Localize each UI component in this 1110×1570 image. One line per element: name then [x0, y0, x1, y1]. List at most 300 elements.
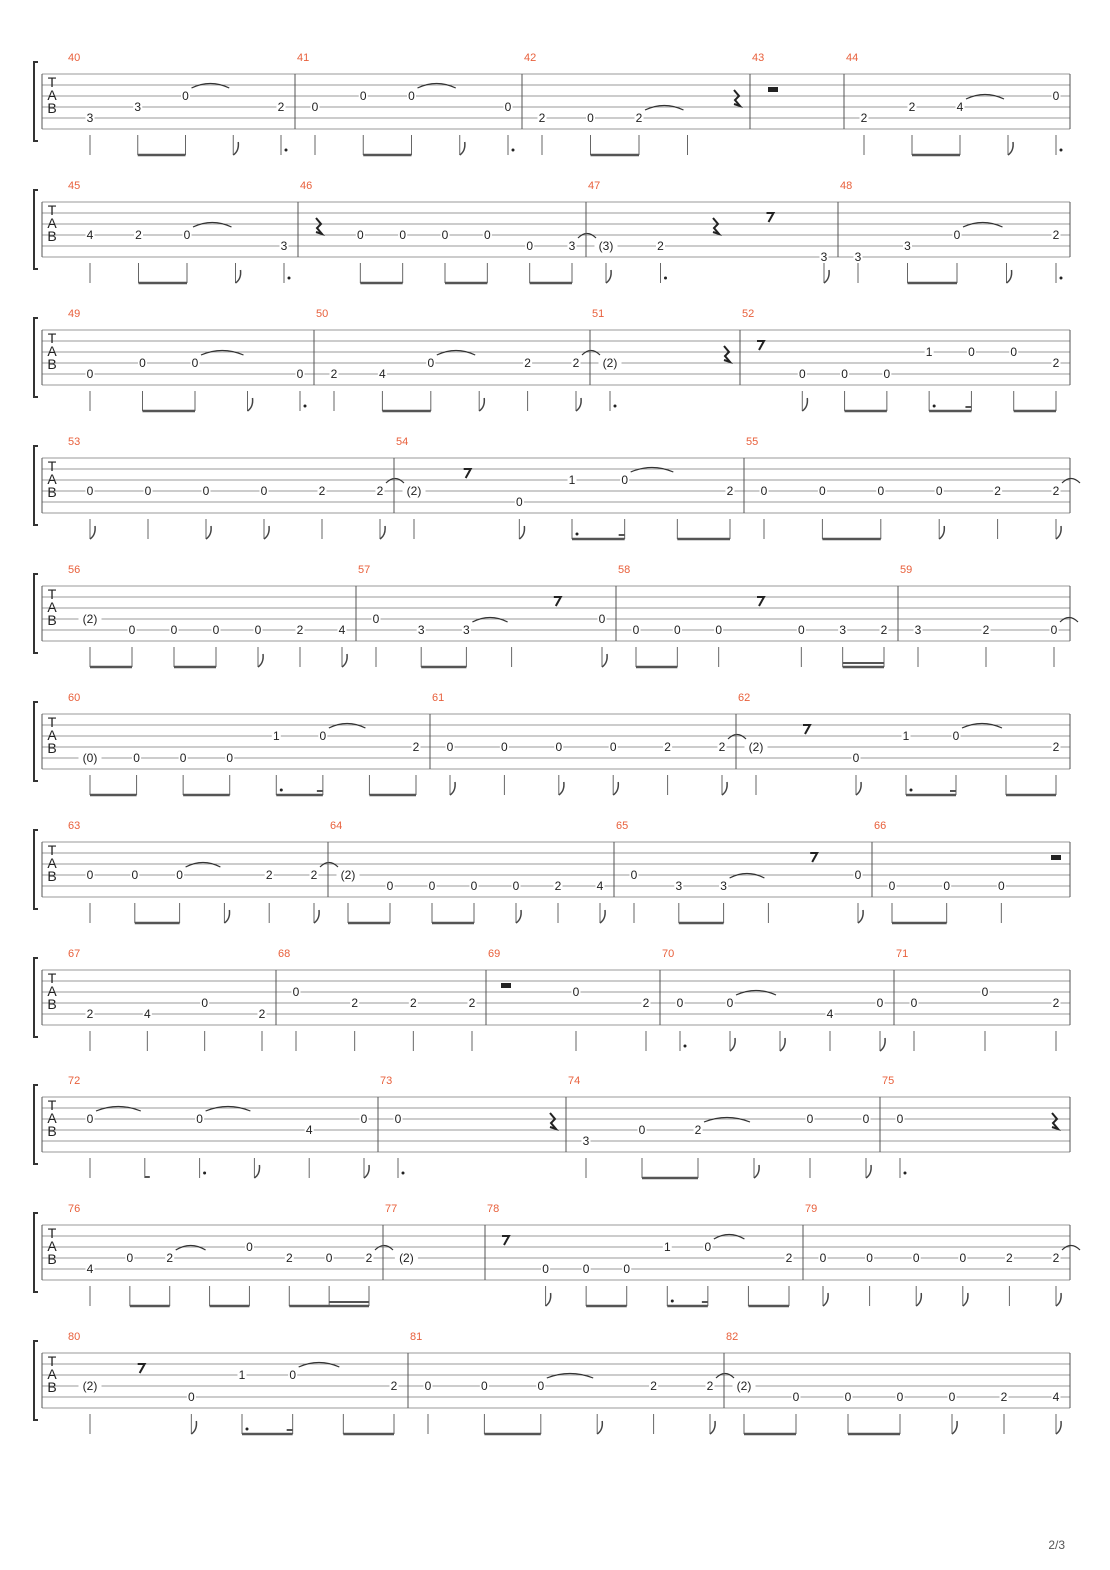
tie-arc [472, 618, 507, 623]
fret-number: (2) [602, 356, 618, 370]
fret-number: 3 [568, 239, 576, 253]
tab-clef-letter: A [47, 1366, 57, 1382]
fret-number: 0 [896, 1390, 904, 1404]
measure-number: 55 [746, 436, 759, 448]
fret-number: 2 [1052, 356, 1060, 370]
fret-number: 2 [572, 356, 580, 370]
fret-number: 0 [139, 356, 146, 370]
measure [844, 52, 1063, 155]
fret-number: 2 [524, 356, 531, 370]
fret-number: 0 [356, 228, 364, 242]
fret-number: 2 [1052, 1251, 1060, 1265]
fret-number: 2 [908, 100, 916, 114]
eighth-rest [502, 1236, 509, 1245]
tie-arc [728, 735, 746, 740]
duration-dot [576, 533, 579, 536]
fret-number: 1 [902, 729, 910, 743]
fret-number: 2 [694, 1123, 702, 1137]
measure-number: 72 [68, 1075, 81, 1087]
fret-number: 0 [128, 623, 136, 637]
fret-number: 3 [280, 239, 288, 253]
measure-number: 63 [68, 820, 81, 832]
system-bracket [34, 1213, 38, 1292]
duration-dot [664, 277, 667, 280]
tab-clef-letter: T [47, 1225, 57, 1241]
eighth-rest [810, 853, 817, 862]
tab-clef-letter: T [47, 586, 57, 602]
measure-number: 73 [380, 1075, 393, 1087]
system-bracket [34, 574, 38, 653]
eighth-flag [722, 782, 727, 795]
measure [383, 1203, 418, 1280]
eighth-flag [939, 526, 944, 539]
eighth-flag [1056, 1421, 1061, 1434]
eighth-flag [730, 1038, 735, 1051]
eighth-flag [90, 526, 95, 539]
eighth-flag [916, 1293, 921, 1306]
fret-number: 0 [1050, 623, 1058, 637]
eighth-flag [314, 910, 319, 923]
fret-number: 1 [272, 729, 280, 743]
measure [430, 692, 746, 795]
fret-number: 0 [170, 623, 178, 637]
tab-clef-letter: B [47, 996, 57, 1012]
measure-number: 61 [432, 692, 445, 704]
tie-arc [714, 1235, 745, 1240]
fret-number: (2) [82, 612, 98, 626]
measure [522, 52, 740, 155]
eighth-flag [824, 270, 829, 283]
fret-number: 2 [330, 367, 338, 381]
tab-system [34, 52, 1070, 155]
fret-number: 4 [86, 228, 94, 242]
fret-number: 2 [1052, 484, 1060, 498]
eighth-flag [380, 526, 385, 539]
fret-number: 0 [360, 1112, 368, 1126]
eighth-flag [963, 1293, 968, 1306]
duration-dot [280, 789, 283, 792]
fret-number: 2 [1000, 1390, 1008, 1404]
measure-number: 68 [278, 948, 291, 960]
eighth-flag [576, 398, 581, 411]
measure [314, 308, 600, 411]
fret-number: 0 [609, 740, 617, 754]
measure [724, 1331, 1061, 1434]
tie-arc [966, 95, 1004, 100]
fret-number: 0 [981, 985, 989, 999]
eighth-flag [206, 526, 211, 539]
eighth-flag [606, 270, 611, 283]
fret-number: 2 [296, 623, 304, 637]
duration-dot [288, 277, 291, 280]
fret-number: 2 [554, 879, 562, 893]
fret-number: 0 [441, 228, 449, 242]
tie-arc [386, 479, 404, 484]
tie-arc [375, 1246, 393, 1251]
fret-number: 0 [86, 484, 94, 498]
measure [894, 948, 1061, 1051]
measure [614, 820, 863, 923]
eighth-flag [710, 1421, 715, 1434]
eighth-flag [224, 910, 229, 923]
fret-number: 2 [1006, 1251, 1013, 1265]
fret-number: 0 [841, 367, 848, 381]
tab-clef-letter: A [47, 855, 57, 871]
fret-number: 2 [365, 1251, 373, 1265]
eighth-flag [1056, 1293, 1061, 1306]
system-bracket [34, 446, 38, 525]
measure [68, 692, 421, 795]
measure-number: 60 [68, 692, 81, 704]
fret-number: 0 [537, 1379, 545, 1393]
fret-number: 0 [86, 367, 94, 381]
fret-number: 0 [202, 484, 210, 498]
measure-number: 51 [592, 308, 605, 320]
fret-number: 0 [912, 1251, 920, 1265]
fret-number: 0 [427, 356, 435, 370]
measure-number: 50 [316, 308, 329, 320]
measure [68, 52, 288, 155]
fret-number: 0 [254, 623, 262, 637]
tab-system [34, 436, 1080, 539]
fret-number: 0 [704, 1240, 712, 1254]
fret-number: 2 [880, 623, 888, 637]
fret-number: 2 [718, 740, 726, 754]
tab-system [34, 820, 1070, 923]
tie-arc [645, 106, 684, 111]
fret-number: 0 [673, 623, 681, 637]
fret-number: 0 [86, 868, 94, 882]
measure [740, 308, 1061, 411]
fret-number: 0 [512, 879, 520, 893]
tab-system [34, 1075, 1070, 1178]
fret-number: 1 [663, 1240, 671, 1254]
tie-arc [329, 724, 366, 729]
eighth-flag [191, 1421, 196, 1434]
measure-number: 78 [487, 1203, 500, 1215]
fret-number: 0 [866, 1251, 873, 1265]
measure [378, 1075, 556, 1178]
measure [68, 180, 291, 283]
tab-clef-letter: B [47, 356, 57, 372]
fret-number: 3 [854, 250, 862, 264]
fret-number: 4 [143, 1007, 151, 1021]
measure [880, 1075, 1058, 1178]
fret-number: 2 [351, 996, 359, 1010]
fret-number: 2 [318, 484, 326, 498]
fret-number: 0 [888, 879, 896, 893]
fret-number: 0 [289, 1368, 297, 1382]
tie-arc [736, 991, 776, 996]
fret-number: 0 [910, 996, 918, 1010]
fret-number: 0 [212, 623, 220, 637]
system-bracket [34, 830, 38, 909]
fret-number: 0 [935, 484, 943, 498]
eighth-flag [823, 1293, 828, 1306]
eighth-flag [858, 910, 863, 923]
tab-clef-letter: B [47, 740, 57, 756]
fret-number: 0 [191, 356, 199, 370]
fret-number: 0 [952, 729, 960, 743]
measure [566, 1075, 871, 1178]
tie-arc [176, 1246, 206, 1251]
fret-number: 4 [956, 100, 964, 114]
fret-number: 4 [338, 623, 346, 637]
tie-arc [299, 1363, 340, 1368]
measure [68, 1075, 369, 1178]
tab-clef-letter: A [47, 1110, 57, 1126]
tab-clef-letter: T [47, 202, 57, 218]
fret-number: 4 [596, 879, 604, 893]
fret-number: 2 [657, 239, 664, 253]
duration-dot [246, 1428, 249, 1431]
fret-number: 0 [292, 985, 300, 999]
measure-number: 82 [726, 1331, 739, 1343]
fret-number: 2 [135, 228, 142, 242]
measure [872, 820, 1061, 923]
fret-number: 4 [305, 1123, 313, 1137]
tie-arc [418, 84, 456, 89]
fret-number: 0 [676, 996, 684, 1010]
measure-number: 45 [68, 180, 81, 192]
tab-clef-letter: T [47, 1097, 57, 1113]
fret-number: (0) [82, 751, 98, 765]
measure-number: 48 [840, 180, 853, 192]
measure-number: 62 [738, 692, 751, 704]
fret-number: 2 [706, 1379, 714, 1393]
fret-number: 0 [896, 1112, 904, 1126]
fret-number: 0 [296, 367, 304, 381]
tie-arc [1062, 1246, 1080, 1251]
tab-system [34, 308, 1070, 411]
fret-number: (2) [340, 868, 356, 882]
fret-number: 0 [408, 89, 415, 103]
system-bracket [34, 702, 38, 781]
fret-number: 2 [642, 996, 650, 1010]
eighth-flag [597, 1421, 602, 1434]
eighth-rest [803, 725, 810, 734]
fret-number: 3 [839, 623, 847, 637]
tab-clef-letter: A [47, 599, 57, 615]
fret-number: 4 [86, 1262, 94, 1276]
eighth-rest [757, 341, 764, 350]
tab-clef-letter: A [47, 1238, 57, 1254]
fret-number: 0 [526, 239, 534, 253]
measure-number: 64 [330, 820, 343, 832]
duration-dot [904, 1172, 907, 1175]
fret-number: 0 [844, 1390, 852, 1404]
fret-number: 0 [572, 985, 580, 999]
tab-clef-letter: A [47, 983, 57, 999]
fret-number: 0 [501, 740, 508, 754]
tie-arc [578, 234, 596, 239]
eighth-flag [1056, 526, 1061, 539]
tie-arc [320, 863, 338, 868]
tab-clef-letter: B [47, 1123, 57, 1139]
measure [486, 948, 651, 1051]
duration-dot [304, 405, 307, 408]
eighth-flag [546, 1293, 551, 1306]
eighth-rest [138, 1364, 145, 1373]
measure-number: 49 [68, 308, 81, 320]
fret-number: 2 [650, 1379, 657, 1393]
fret-number: 0 [504, 100, 512, 114]
tab-clef-letter: B [47, 868, 57, 884]
measure-number: 54 [396, 436, 409, 448]
measure [660, 948, 885, 1051]
quarter-rest [713, 218, 719, 234]
eighth-flag [602, 654, 607, 667]
fret-number: 3 [914, 623, 922, 637]
eighth-flag [754, 1165, 759, 1178]
fret-number: 4 [1052, 1390, 1060, 1404]
tab-clef-letter: B [47, 1379, 57, 1395]
fret-number: (2) [406, 484, 422, 498]
duration-dot [671, 1300, 674, 1303]
fret-number: 0 [311, 100, 319, 114]
measure-number: 58 [618, 564, 631, 576]
fret-number: 0 [726, 996, 734, 1010]
tie-arc [1062, 479, 1080, 484]
fret-number: 2 [785, 1251, 793, 1265]
measure [298, 180, 596, 283]
fret-number: 0 [797, 623, 805, 637]
measure-number: 43 [752, 52, 765, 64]
fret-number: 0 [953, 228, 961, 242]
fret-number: 2 [994, 484, 1001, 498]
fret-number: 0 [131, 868, 139, 882]
tie-arc [730, 874, 765, 879]
duration-dot [402, 1172, 405, 1175]
eighth-flag [236, 270, 241, 283]
half-rest [501, 983, 511, 988]
measure-number: 70 [662, 948, 675, 960]
fret-number: (2) [736, 1379, 752, 1393]
measure [68, 948, 267, 1051]
quarter-rest [316, 218, 322, 234]
fret-number: 2 [285, 1251, 293, 1265]
tab-clef-letter: T [47, 714, 57, 730]
fret-number: 0 [542, 1262, 549, 1276]
tie-arc [437, 351, 475, 356]
measure-number: 81 [410, 1331, 423, 1343]
fret-number: 0 [196, 1112, 203, 1126]
fret-number: 0 [183, 228, 191, 242]
tab-clef-letter: T [47, 74, 57, 90]
eighth-flag [254, 1165, 259, 1178]
measure-number: 59 [900, 564, 913, 576]
fret-number: 0 [260, 484, 268, 498]
fret-number: 0 [201, 996, 209, 1010]
fret-number: 0 [470, 879, 478, 893]
eighth-flag [1007, 270, 1012, 283]
system-bracket [34, 1085, 38, 1164]
measure [356, 564, 607, 667]
tab-clef-letter: T [47, 330, 57, 346]
duration-dot [512, 149, 515, 152]
eighth-rest [554, 597, 561, 606]
fret-number: (3) [598, 239, 614, 253]
fret-number: 2 [1052, 996, 1060, 1010]
tab-clef-letter: B [47, 228, 57, 244]
fret-number: 0 [638, 1123, 646, 1137]
duration-dot [614, 405, 617, 408]
eighth-flag [516, 910, 521, 923]
measure [408, 1331, 734, 1434]
fret-number: 0 [587, 111, 594, 125]
fret-number: 2 [468, 996, 476, 1010]
fret-number: 0 [133, 751, 140, 765]
fret-number: 0 [623, 1262, 631, 1276]
quarter-rest [734, 90, 740, 106]
fret-number: 2 [277, 100, 285, 114]
duration-dot [1060, 149, 1063, 152]
quarter-rest [550, 1113, 556, 1129]
measure [736, 692, 1061, 795]
tab-clef-letter: T [47, 970, 57, 986]
fret-number: 4 [379, 367, 386, 381]
fret-number: (2) [399, 1251, 414, 1265]
fret-number: 0 [876, 996, 884, 1010]
fret-number: 3 [820, 250, 828, 264]
eighth-flag [613, 782, 618, 795]
half-rest [768, 87, 778, 92]
eighth-flag [600, 910, 605, 923]
fret-number: 0 [1052, 89, 1060, 103]
fret-number: 0 [806, 1112, 814, 1126]
measure [898, 564, 1078, 667]
measure-number: 75 [882, 1075, 895, 1087]
fret-number: 0 [319, 729, 327, 743]
tie-arc [206, 1107, 251, 1112]
measure-number: 46 [300, 180, 313, 192]
measure-number: 76 [68, 1203, 81, 1215]
fret-number: 0 [877, 484, 885, 498]
fret-number: (2) [748, 740, 764, 754]
measure-number: 42 [524, 52, 537, 64]
measure-number: 66 [874, 820, 887, 832]
measure [68, 436, 404, 539]
measure-number: 52 [742, 308, 755, 320]
measure [485, 1203, 794, 1306]
tab-clef-letter: T [47, 458, 57, 474]
measure-number: 69 [488, 948, 501, 960]
tie-arc [704, 1118, 750, 1123]
fret-number: 3 [720, 879, 727, 893]
fret-number: 0 [446, 740, 454, 754]
fret-number: 0 [246, 1240, 253, 1254]
fret-number: 2 [726, 484, 734, 498]
fret-number: 0 [959, 1251, 967, 1265]
fret-number: 3 [675, 879, 683, 893]
tie-arc [1060, 618, 1078, 623]
eighth-flag [233, 142, 238, 155]
tie-arc [631, 468, 674, 473]
tab-clef-letter: T [47, 842, 57, 858]
tab-clef-letter: A [47, 727, 57, 743]
measure-number: 74 [568, 1075, 581, 1087]
tab-clef-letter: A [47, 87, 57, 103]
eighth-flag [460, 142, 465, 155]
tab-clef-letter: B [47, 100, 57, 116]
fret-number: 3 [417, 623, 425, 637]
eighth-flag [248, 398, 253, 411]
fret-number: 0 [182, 89, 189, 103]
tab-system [34, 180, 1070, 283]
eighth-flag [1008, 142, 1013, 155]
tab-clef-letter: B [47, 612, 57, 628]
fret-number: 2 [860, 111, 868, 125]
